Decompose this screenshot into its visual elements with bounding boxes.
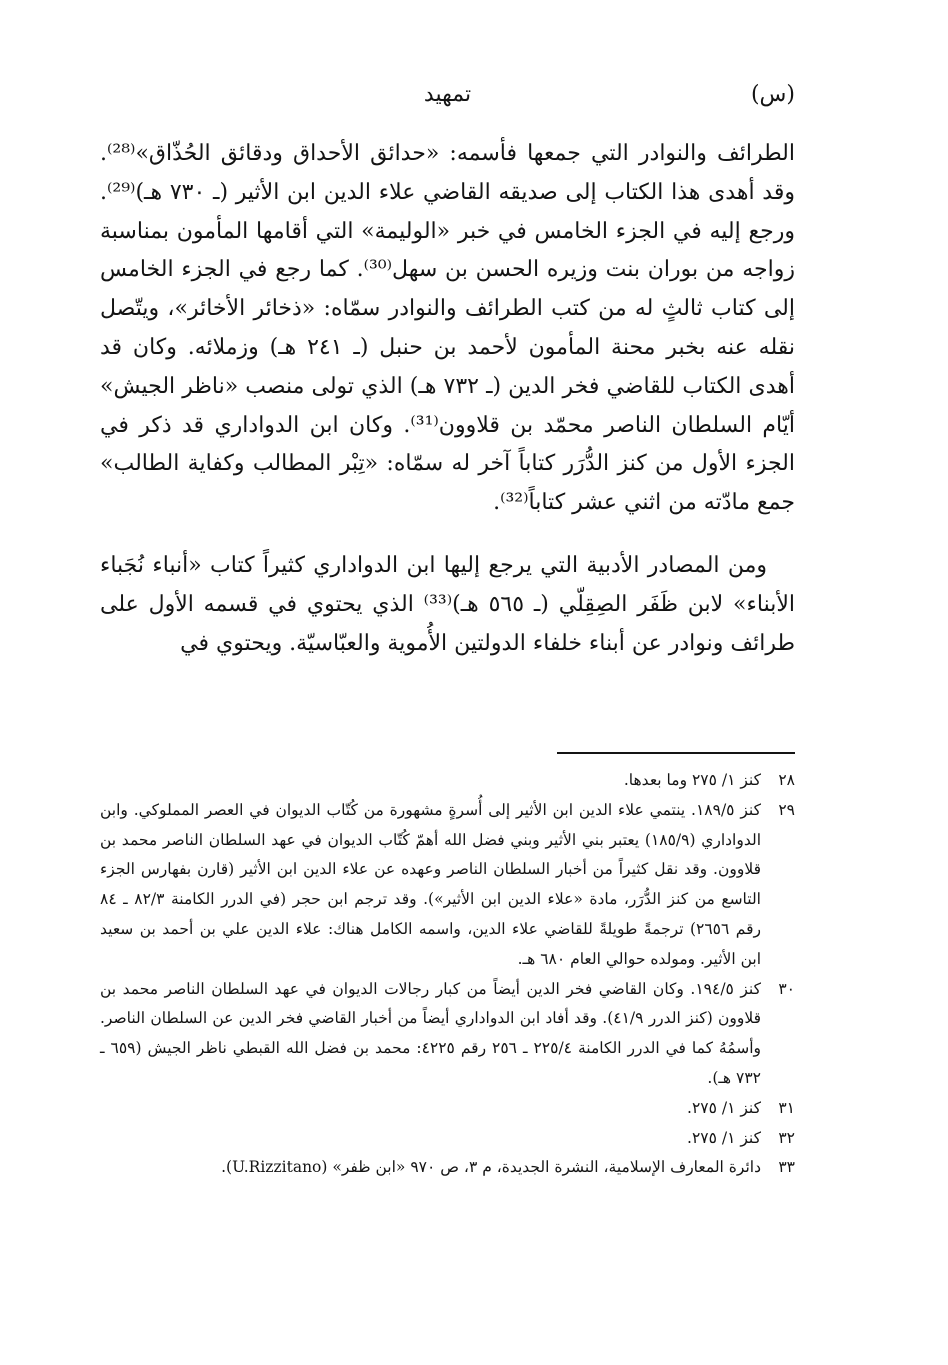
paragraph-1: الطرائف والنوادر التي جمعها فأسمه: «حدائق الأحداق ودقائق الحُذّاق»⁽²⁸⁾. وقد أهدى هذا الكتاب إلى صديقه القاضي علاء الدين ابن الأثير (ـ ٧٣٠ هـ)⁽²⁹⁾. ورجع إليه في الجزء الخامس في خبر «الوليمة» التي أقامها المأمون بمناسبة زواجه من بوران بنت وزيره الحسن بن سهل⁽³⁰⁾. كما رجع في الجزء الخامس إلى كتاب ثالثٍ له من كتب الطرائف والنوادر سمّاه: «ذخائر الأخائر»، ويتّصل نقله عنه بخبر محنة المأمون لأحمد بن حنبل (ـ ٢٤١ هـ) وزملائه. وكان قد أهدى الكتاب للقاضي فخر الدين (ـ ٧٣٢ هـ) الذي تولى منصب «ناظر الجيش» أيّام السلطان الناصر محمّد بن قلاوون⁽³¹⁾. وكان ابن الدواداري قد ذكر في الجزء الأول من كنز الدُّرَر كتاباً آخر له سمّاه: «تِبْر المطالب وكفاية الطالب» جمع مادّته من اثني عشر كتاباً⁽³²⁾. [100, 141, 795, 516]
footnote-number: ٣٢ [778, 1128, 795, 1147]
footnote-item [100, 1153, 795, 1183]
footnote-text: دائرة المعارف الإسلامية، النشرة الجديدة، م ٣، ص ٩٧٠ «ابن ظفر» (U.Rizzitano). [221, 1158, 761, 1177]
footnote-item [100, 1094, 795, 1124]
footnote-item [100, 1124, 795, 1154]
footnote-number: ٣١ [778, 1098, 795, 1117]
footnote-number: ٣٣ [778, 1158, 795, 1177]
footnote-text: كنز ١/ ٢٧٥. [687, 1098, 761, 1117]
footnote-item [100, 796, 795, 975]
footnote-number: ٢٩ [778, 800, 795, 819]
footnote-text: كنز ١/ ٢٧٥. [687, 1128, 761, 1147]
page-header [100, 82, 795, 114]
footnote-number: ٣٠ [778, 979, 795, 998]
paragraph-2: ومن المصادر الأدبية التي يرجع إليها ابن الدواداري كثيراً كتاب «أنباء نُجَباء الأبناء» لابن ظَفَر الصِقِلّي (ـ ٥٦٥ هـ)⁽³³⁾ الذي يحتوي في قسمه الأول على طرائف ونوادر عن أبناء خلفاء الدولتين الأُموية والعبّاسيّة. ويحتوي في [100, 552, 795, 656]
footnote-item [100, 975, 795, 1094]
footnotes [100, 766, 795, 1183]
page-number: (س) [750, 82, 795, 107]
footnote-item [100, 766, 795, 796]
footnote-number: ٢٨ [778, 771, 795, 789]
running-title: تمهيد [423, 82, 472, 107]
footnote-text: كنز ١/ ٢٧٥ وما بعدها. [623, 771, 761, 789]
footnote-text: كنز ١٩٤/٥. وكان القاضي فخر الدين أيضاً من كبار رجالات الديوان في عهد السلطان الناصر محمد بن قلاوون (كنز الدرر ٤١/٩). وقد أفاد ابن الدواداري أيضاً من أخبار القاضي فخر الدين عن السلطان الناصر. وأسمُهُ كما في الدرر الكامنة ٢٢٥/٤ ـ ٢٥٦ رقم ٤٢٢٥: محمد بن فضل الله القبطي ناظر الجيش (٦٥٩ ـ ٧٣٢ هـ). [100, 979, 761, 1087]
main-text [100, 135, 795, 663]
footnote-text: كنز ١٨٩/٥. ينتمي علاء الدين ابن الأثير إلى أُسرةٍ مشهورة من كُتّاب الديوان في العصر المملوكي. وابن الدواداري (١٨٥/٩) يعتبر بني الأثير وبني فضل الله أهمّ كُتّاب الديوان في عهد السلطان الناصر محمد بن قلاوون. وقد نقل كثيراً من أخبار السلطان الناصر وعهده عن علاء الدين ابن الأثير (قارن بفهارس الجزء التاسع من كنز الدُّرَر، مادة «علاء الدين ابن الأثير»). وقد ترجم ابن حجر (في الدرر الكامنة ٨٢/٣ ـ ٨٤ رقم ٢٦٥٦) ترجمةً طويلةً للقاضي علاء الدين، واسمه الكامل هناك: علاء الدين علي بن أحمد بن سعيد ابن الأثير. ومولده حوالي العام ٦٨٠ هـ. [100, 800, 761, 968]
footnote-separator [557, 752, 795, 754]
